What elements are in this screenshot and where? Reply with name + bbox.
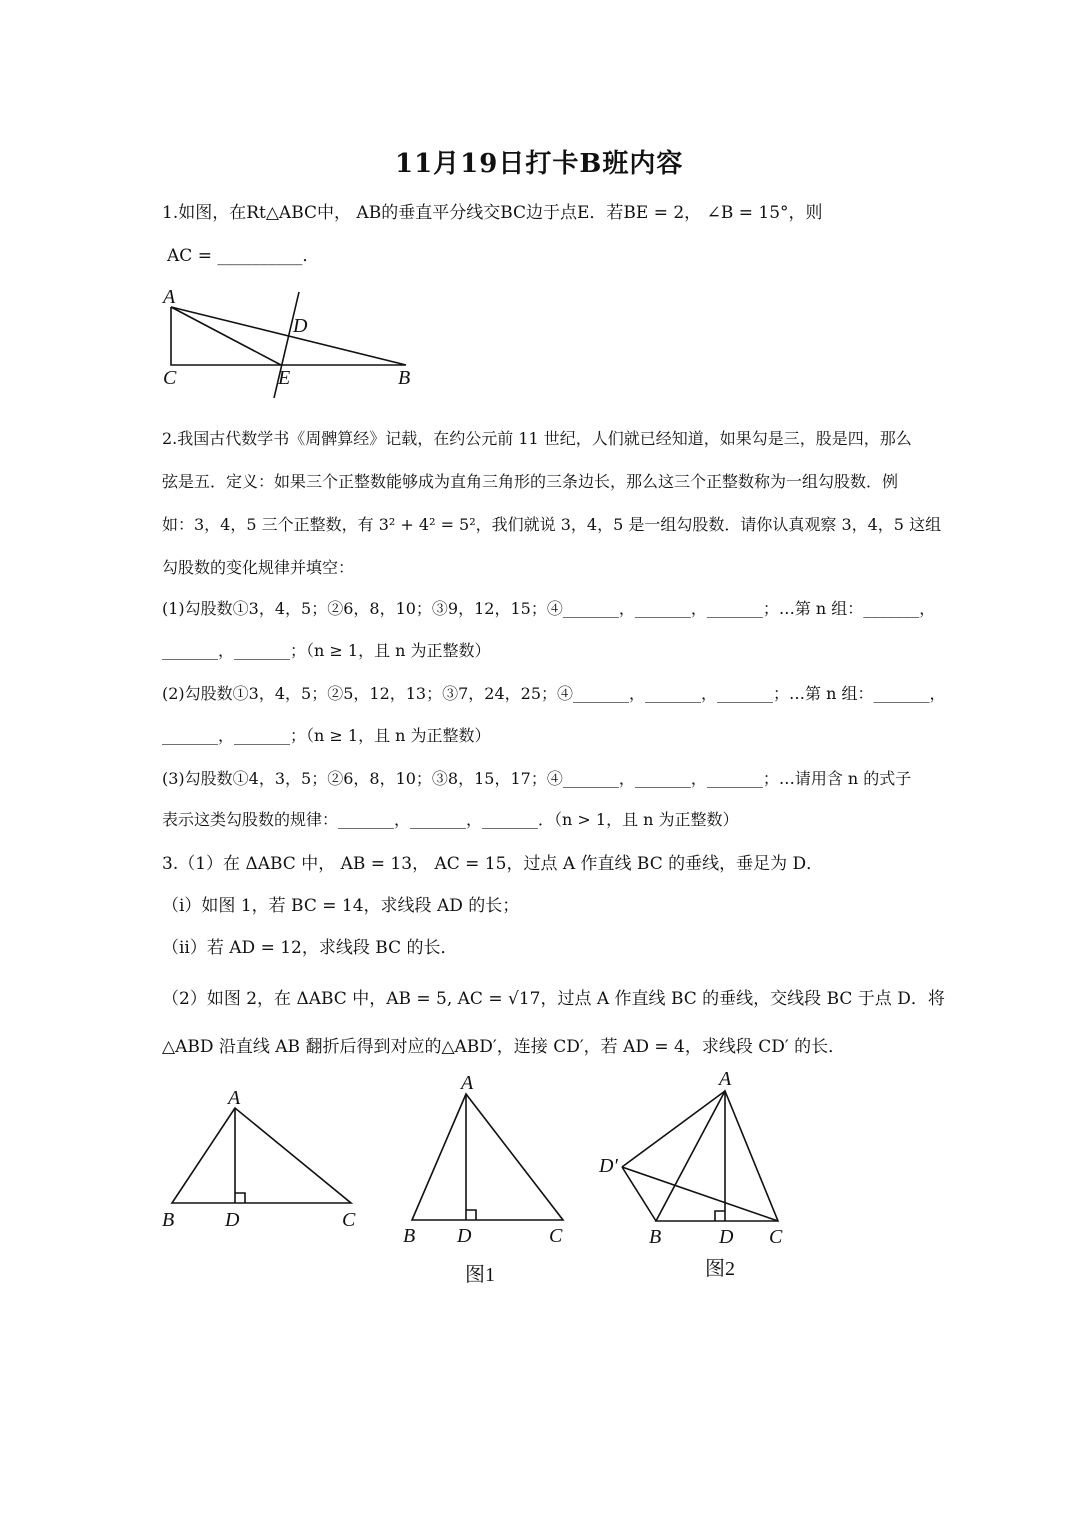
q3-fig2-label-b: B: [649, 1226, 662, 1248]
q2-part2-line2: _______，_______；（n ≥ 1，且 n 为正整数）: [162, 726, 491, 745]
q2-part3-line2: 表示这类勾股数的规律：_______，_______，_______．（n > 1，且 n 为正整数）: [162, 810, 739, 829]
q3-fig2-label-d-prime: D′: [599, 1155, 618, 1177]
page-title: 11月19日打卡B班内容: [395, 149, 684, 179]
q3-fig2-caption: 图2: [705, 1258, 735, 1280]
q3-fig2-label-a: A: [719, 1068, 732, 1090]
q1-label-b: B: [398, 367, 411, 389]
q1-label-c: C: [163, 367, 177, 389]
q3-fig2-triangle: [656, 1091, 778, 1221]
q3-fig-a-triangle: [172, 1108, 351, 1203]
q2-intro-line2: 弦是五．定义：如果三个正整数能够成为直角三角形的三条边长，那么这三个正整数称为一组勾股数．例: [162, 472, 899, 491]
q3-text-line3: （ii）若 AD = 12，求线段 BC 的长．: [162, 938, 458, 958]
q2-part3-line1: (3)勾股数①4，3，5；②6，8，10；③8，15，17；④_______，_______，_______；…请用含 n 的式子: [162, 769, 912, 788]
q3-fig-a-label-d: D: [225, 1209, 240, 1231]
q3-figure-2: [595, 1060, 805, 1285]
q3-fig2-right-angle-mark: [715, 1211, 725, 1221]
q2-part1-line1: (1)勾股数①3，4，5；②6，8，10；③9，12，15；④_______，_______，_______；…第 n 组：_______，: [162, 599, 936, 618]
q3-fig-a-label-a: A: [228, 1087, 241, 1109]
q3-fig2-segment-bd-prime: [622, 1167, 656, 1221]
q1-label-e: E: [278, 367, 291, 389]
q1-text-line1: 1.如图，在Rt△ABC中， AB的垂直平分线交BC边于点E．若BE = 2， ∠B = 15°，则: [162, 203, 823, 223]
q2-intro-line4: 勾股数的变化规律并填空：: [162, 558, 355, 577]
q2-part2-line1: (2)勾股数①3，4，5；②5，12，13；③7，24，25；④_______，_______，_______；…第 n 组：_______，: [162, 684, 946, 703]
q3-fig1-label-b: B: [403, 1225, 416, 1247]
q3-fig2-segment-cd-prime: [622, 1167, 778, 1221]
q3-fig1-caption: 图1: [465, 1264, 495, 1286]
q2-intro-line1: 2.我国古代数学书《周髀算经》记载，在约公元前 11 世纪，人们就已经知道，如果勾是三，股是四，那么: [162, 429, 912, 448]
q3-fig1-right-angle-mark: [466, 1210, 476, 1220]
q3-fig1-label-d: D: [457, 1225, 472, 1247]
q3-fig-a-label-b: B: [162, 1209, 175, 1231]
q3-fig2-label-c: C: [769, 1226, 783, 1248]
q1-label-d: D: [293, 315, 308, 337]
q3-fig1-label-a: A: [461, 1072, 474, 1094]
q3-fig1-triangle: [412, 1094, 563, 1220]
q3-text-line5: △ABD 沿直线 AB 翻折后得到对应的△ABD′，连接 CD′，若 AD = 4，求线段 CD′ 的长．: [162, 1037, 846, 1057]
q3-figure-a: [155, 1080, 375, 1240]
q1-text-line2: AC = __________．: [167, 246, 320, 266]
q3-text-line1: 3.（1）在 ΔABC 中， AB = 13， AC = 15，过点 A 作直线 BC 的垂线，垂足为 D．: [162, 854, 824, 874]
q3-fig-a-label-c: C: [342, 1209, 356, 1231]
q3-text-line2: （i）如图 1，若 BC = 14，求线段 AD 的长；: [162, 896, 520, 916]
q3-figure-1: [395, 1068, 585, 1288]
q1-figure: [150, 280, 440, 410]
q3-fig-a-right-angle-mark: [235, 1193, 245, 1203]
q3-fig1-label-c: C: [549, 1225, 563, 1247]
q3-fig2-label-d: D: [719, 1226, 734, 1248]
q2-part1-line2: _______，_______；（n ≥ 1，且 n 为正整数）: [162, 641, 491, 660]
q1-segment-ae: [171, 307, 281, 365]
q1-label-a: A: [163, 286, 176, 308]
q3-text-line4: （2）如图 2，在 ΔABC 中，AB = 5, AC = √17，过点 A 作直线 BC 的垂线，交线段 BC 于点 D．将: [162, 989, 945, 1009]
q2-intro-line3: 如：3，4，5 三个正整数，有 3² + 4² = 5²，我们就说 3，4，5 是一组勾股数．请你认真观察 3，4，5 这组: [162, 515, 942, 534]
q3-fig2-segment-ad-prime: [622, 1091, 725, 1167]
